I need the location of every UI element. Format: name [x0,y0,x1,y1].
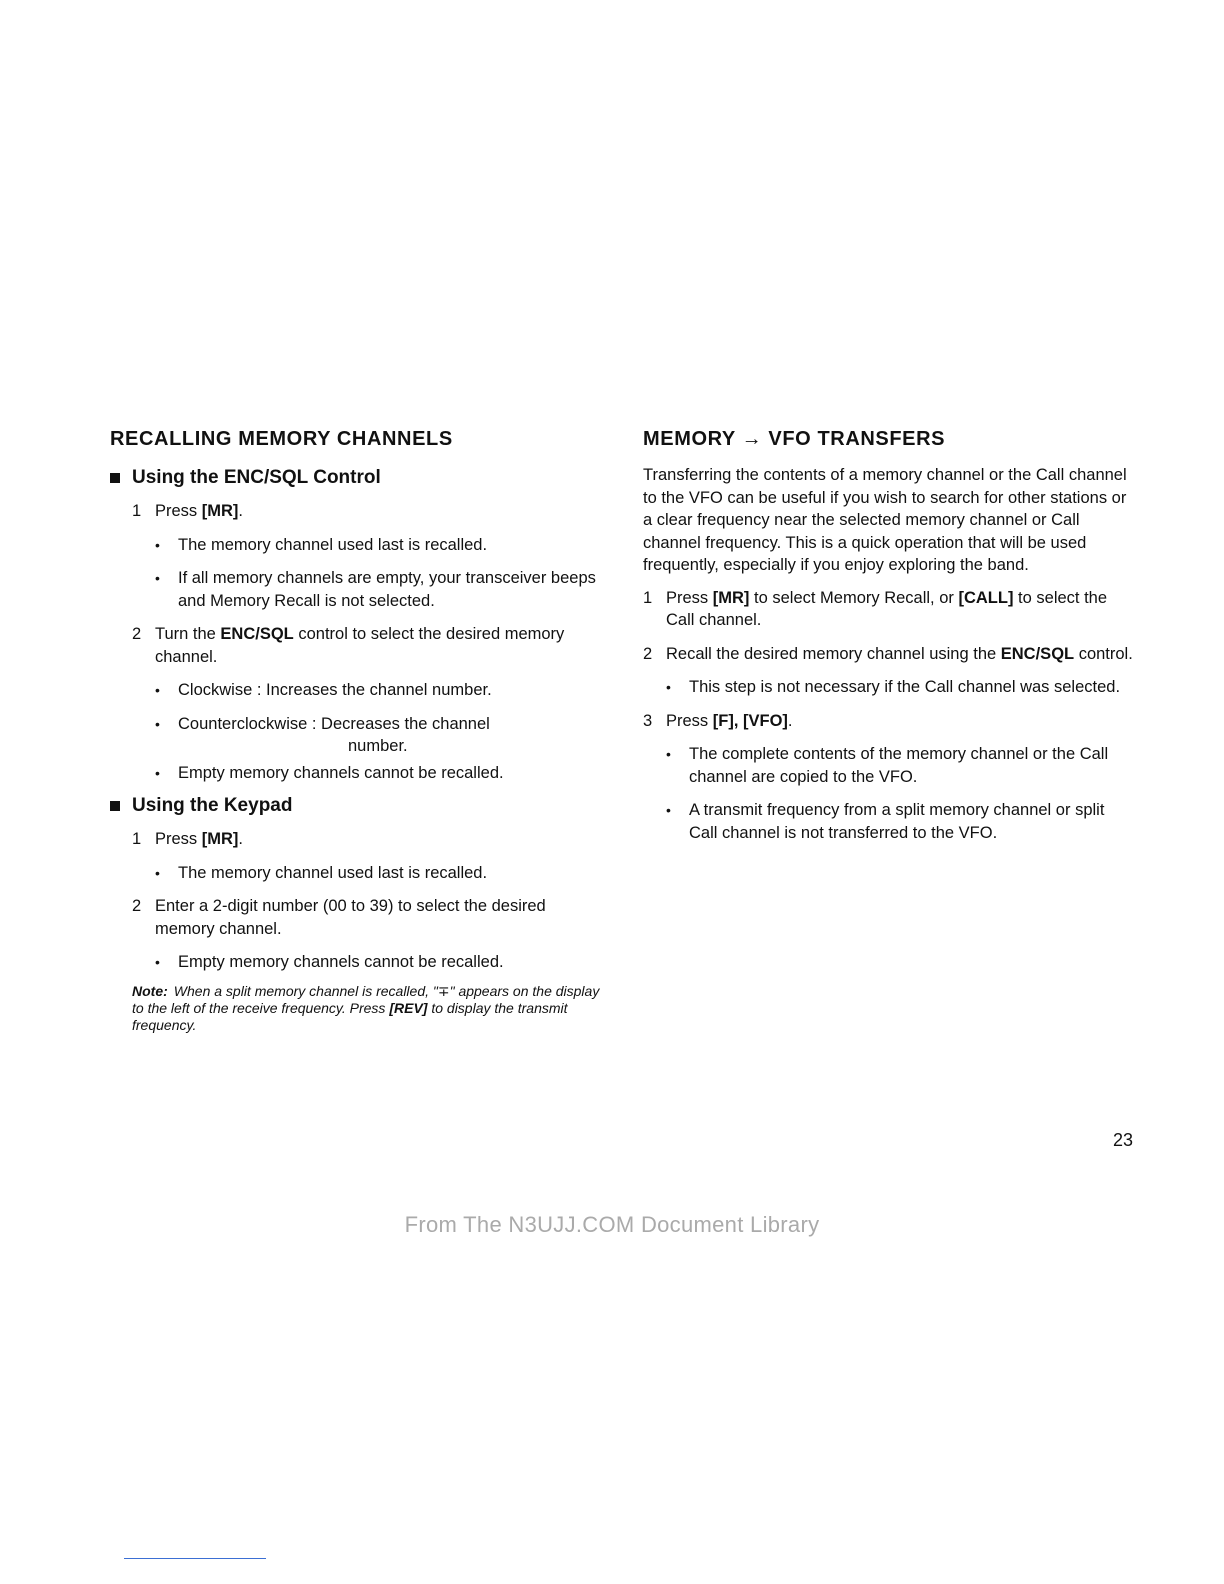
key-mr: [MR] [712,588,750,607]
list-item [110,862,600,885]
list-item [110,951,600,974]
vfo-step-3 [643,710,1133,733]
step-text-part: . [787,711,793,730]
bottom-rule-divider [124,1558,266,1559]
step-text-part: Press [155,830,202,848]
step-text-part: control. [1074,644,1133,663]
bullet-icon: • [155,715,160,732]
step-number: 2 [132,897,142,915]
bullet-text: A transmit frequency from a split memory channel or split Call channel is not transferred to the VFO. [689,801,1105,842]
bullet-text: Empty memory channels cannot be recalled. [178,763,504,782]
section-title-memory-vfo: MEMORY → VFO TRANSFERS [643,428,946,450]
note-text: to display the transmit frequency. [132,999,568,1033]
bullet-icon: • [155,536,160,553]
step-text-part: Recall the desired memory channel using the [666,644,1001,663]
key-mr: [MR] [201,502,239,520]
bullet-text: If all memory channels are empty, your transceiver beeps and Memory Recall is not selected. [178,569,596,610]
note [110,983,600,1034]
bullet-text: The complete contents of the memory channel or the Call channel are copied to the VFO. [689,745,1109,786]
step-text-part: control to select the desired memory channel. [155,625,565,666]
enc-step-1-bullets [110,534,600,613]
note-text: When a split memory channel is recalled, "∓" appears on the display to the left of the receive frequency. Press [132,982,600,1016]
intro-paragraph: Transferring the contents of a memory channel or the Call channel to the VFO can be useful if you wish to search for other stations or a clear frequency near the selected memory channel or Call channel frequency. This is a quick operation that will be used frequently, especially if you enjoy exploring the band. [643,466,1127,574]
bullet-text: The memory channel used last is recalled. [178,863,488,882]
step-number: 3 [643,711,653,730]
bullet-text: Empty memory channels cannot be recalled. [178,953,504,971]
bullet-icon: • [666,679,671,695]
keypad-step-1-bullets [110,862,600,885]
bullet-text: Clockwise : Increases the channel number. [178,681,492,699]
bullet-text [178,713,600,758]
step-text-part: Turn the [155,625,221,643]
keypad-step-2-bullets [110,951,600,974]
step-text-part: to select Memory Recall, or [749,588,959,607]
step-text-part: . [238,830,244,848]
step-text [666,643,1133,666]
bullet-icon: • [155,864,160,881]
list-item [110,713,600,758]
bullet-icon: • [666,746,671,762]
subheading-enc-sql [110,467,600,489]
right-column [643,428,1133,855]
section-title-recalling: RECALLING MEMORY CHANNELS [110,428,453,450]
step-number: 2 [132,625,142,643]
list-item [110,762,600,785]
left-column [110,428,600,1034]
note-label: Note: [132,982,168,999]
control-enc-sql: ENC/SQL [220,625,294,643]
step-number: 1 [132,830,142,848]
list-item [643,743,1133,788]
key-rev: [REV] [389,999,428,1016]
subheading-keypad [110,795,600,817]
step-text: Enter a 2-digit number (00 to 39) to select the desired memory channel. [155,897,546,938]
keypad-step-1 [110,828,600,851]
bullet-text-continuation: number. [348,737,408,755]
subheading-keypad-text: Using the Keypad [132,795,293,816]
step-text [155,828,600,851]
step-text-part: Press [666,588,713,607]
step-text-part: to select the Call channel. [666,588,1108,629]
bullet-text: This step is not necessary if the Call channel was selected. [689,678,1121,696]
subheading-enc-sql-text: Using the ENC/SQL Control [132,467,381,488]
vfo-step-3-bullets [643,743,1133,844]
step-text [666,587,1133,632]
list-item [643,799,1133,844]
list-item [110,534,600,557]
list-item [110,679,600,702]
list-item [643,676,1133,699]
step-text [155,623,600,668]
enc-step-1 [110,500,600,523]
bullet-icon: • [666,802,671,818]
square-bullet-icon [110,801,120,811]
square-bullet-icon [110,473,120,483]
key-mr: [MR] [201,830,239,848]
vfo-step-1 [643,587,1133,632]
step-text-part: Press [666,711,713,730]
keypad-step-2 [110,895,600,940]
bullet-icon: • [155,682,160,698]
step-number: 1 [132,502,142,520]
vfo-step-2 [643,643,1133,666]
step-text [155,500,600,523]
step-text-part: Press [155,502,202,520]
enc-step-2-bullets [110,679,600,784]
list-item [110,567,600,612]
vfo-step-2-bullets [643,676,1133,699]
page-number: 23 [1113,1130,1134,1150]
footer-watermark: From The N3UJJ.COM Document Library [404,1212,820,1237]
control-enc-sql: ENC/SQL [1000,644,1075,663]
bullet-icon: • [155,764,160,781]
bullet-text-line: Counterclockwise : Decreases the channel [178,714,490,733]
bullet-icon: • [155,570,160,586]
step-text [666,710,1133,733]
key-call: [CALL] [958,588,1014,607]
step-text-part: . [238,502,244,520]
bullet-text: The memory channel used last is recalled. [178,535,488,554]
step-number: 1 [643,588,653,607]
step-number: 2 [643,644,653,663]
bullet-icon: • [155,954,160,970]
key-f-vfo: [F], [VFO] [712,711,788,730]
enc-step-2 [110,623,600,668]
